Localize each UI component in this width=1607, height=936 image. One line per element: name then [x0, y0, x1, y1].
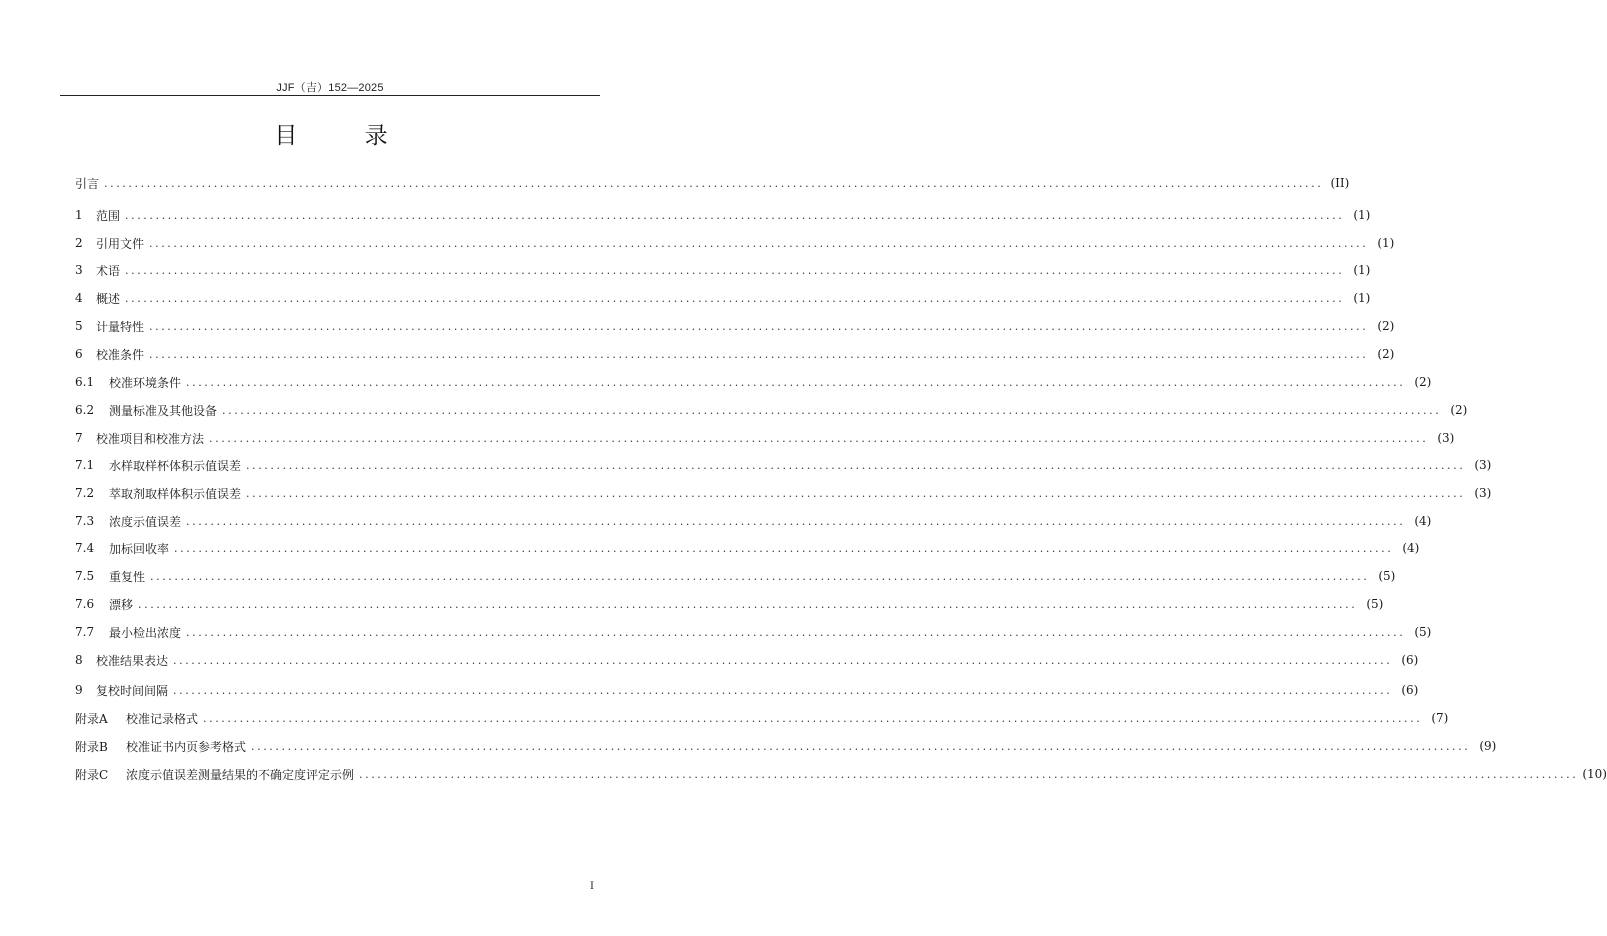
toc-entry[interactable] [75, 288, 1371, 308]
toc-entry-page: (5) [1366, 597, 1384, 611]
toc-entry-number: 7.5 [75, 569, 95, 583]
toc-dot-leader: ........................................................................................................................................................................................................ [359, 767, 1579, 781]
toc-entry-label: 术语 [96, 263, 121, 278]
toc-dot-leader: ........................................................................................................................................................................................................ [104, 176, 1324, 190]
toc-entry-number: 7.1 [75, 458, 95, 472]
toc-entry-label: 校准项目和校准方法 [96, 431, 205, 446]
toc-entry-page: (4) [1414, 514, 1432, 528]
toc-dot-leader: ........................................................................................................................................................................................................ [174, 541, 1394, 555]
toc-entry-label: 校准条件 [96, 347, 145, 362]
toc-entry[interactable] [75, 260, 1371, 280]
toc-entry-page: (6) [1401, 683, 1419, 697]
toc-entry-number: 1 [75, 208, 83, 222]
standard-code-header: JJF（吉）152—2025 [276, 82, 384, 94]
toc-entry[interactable] [75, 400, 1468, 420]
toc-dot-leader: ........................................................................................................................................................................................................ [222, 403, 1442, 417]
toc-entry[interactable] [75, 483, 1492, 503]
toc-entry[interactable] [75, 316, 1395, 336]
toc-entry-page: (2) [1414, 375, 1432, 389]
toc-entry[interactable] [75, 650, 1419, 670]
toc-entry-page: (5) [1378, 569, 1396, 583]
toc-dot-leader: ........................................................................................................................................................................................................ [173, 653, 1393, 667]
toc-entry-number: 7 [75, 431, 83, 445]
toc-entry-number: 7.7 [75, 625, 95, 639]
toc-entry-label: 范围 [96, 208, 121, 223]
toc-entry-label: 重复性 [109, 569, 146, 584]
toc-dot-leader: ........................................................................................................................................................................................................ [186, 625, 1406, 639]
toc-dot-leader: ........................................................................................................................................................................................................ [246, 458, 1466, 472]
toc-entry-page: (1) [1353, 291, 1371, 305]
toc-entry-number: 7.4 [75, 541, 95, 555]
header-rule [60, 95, 600, 96]
toc-entry-label: 最小检出浓度 [109, 625, 182, 640]
toc-entry-number: 6 [75, 347, 83, 361]
toc-entry-number: 附录A [75, 711, 108, 726]
toc-entry[interactable] [75, 205, 1371, 225]
toc-entry-page: (3) [1474, 458, 1492, 472]
toc-dot-leader: ........................................................................................................................................................................................................ [186, 514, 1406, 528]
toc-entry-page: (2) [1377, 319, 1395, 333]
toc-entry-page: (6) [1401, 653, 1419, 667]
toc-entry-label: 测量标准及其他设备 [109, 403, 218, 418]
toc-entry[interactable] [75, 764, 1607, 784]
toc-entry[interactable] [75, 233, 1395, 253]
toc-dot-leader: ........................................................................................................................................................................................................ [149, 236, 1369, 250]
toc-entry-label: 校准记录格式 [126, 711, 199, 726]
toc-entry[interactable] [75, 680, 1419, 700]
toc-entry-page: (1) [1353, 208, 1371, 222]
toc-entry-page: (3) [1437, 431, 1455, 445]
toc-dot-leader: ........................................................................................................................................................................................................ [150, 569, 1370, 583]
toc-entry[interactable] [75, 455, 1492, 475]
toc-entry-label: 浓度示值误差 [109, 514, 182, 529]
toc-dot-leader: ........................................................................................................................................................................................................ [173, 683, 1393, 697]
toc-dot-leader: ........................................................................................................................................................................................................ [125, 291, 1345, 305]
toc-entry-number: 7.2 [75, 486, 95, 500]
toc-entry-label: 概述 [96, 291, 121, 306]
toc-entry-label: 校准环境条件 [109, 375, 182, 390]
toc-entry-page: (10) [1582, 767, 1607, 781]
toc-entry-label: 计量特性 [96, 319, 145, 334]
toc-entry[interactable] [75, 428, 1455, 448]
toc-entry-page: (2) [1450, 403, 1468, 417]
toc-entry-label: 校准证书内页参考格式 [126, 739, 247, 754]
toc-entry-number: 5 [75, 319, 83, 333]
toc-entry-number: 7.3 [75, 514, 95, 528]
toc-entry-number: 3 [75, 263, 83, 277]
toc-entry-label: 校准结果表达 [96, 653, 169, 668]
toc-entry-number: 6.1 [75, 375, 95, 389]
toc-entry[interactable] [75, 538, 1420, 558]
toc-entry-number: 附录B [75, 739, 108, 754]
toc-entry-label: 引用文件 [96, 236, 145, 251]
toc-entry-label: 浓度示值误差测量结果的不确定度评定示例 [126, 767, 355, 782]
toc-entry-label: 水样取样杯体积示值误差 [109, 458, 242, 473]
toc-entry-page: (1) [1353, 263, 1371, 277]
toc-entry-number: 6.2 [75, 403, 95, 417]
toc-entry-number: 9 [75, 683, 83, 697]
toc-dot-leader: ........................................................................................................................................................................................................ [138, 597, 1358, 611]
toc-entry[interactable] [75, 594, 1384, 614]
toc-entry[interactable] [75, 344, 1395, 364]
toc-dot-leader: ........................................................................................................................................................................................................ [251, 739, 1471, 753]
toc-entry-label: 复校时间间隔 [96, 683, 169, 698]
page-number: I [590, 881, 594, 892]
toc-entry[interactable] [75, 708, 1449, 728]
toc-entry-number: 附录C [75, 767, 109, 782]
toc-dot-leader: ........................................................................................................................................................................................................ [125, 208, 1345, 222]
toc-entry[interactable] [75, 173, 1350, 193]
toc-entry[interactable] [75, 511, 1432, 531]
toc-entry-page: (4) [1402, 541, 1420, 555]
toc-entry[interactable] [75, 622, 1432, 642]
toc-entry-label: 萃取剂取样体积示值误差 [109, 486, 242, 501]
toc-entry-label: 加标回收率 [109, 541, 170, 556]
toc-entry[interactable] [75, 566, 1396, 586]
toc-dot-leader: ........................................................................................................................................................................................................ [149, 347, 1369, 361]
toc-entry[interactable] [75, 736, 1497, 756]
toc-entry-page: (1) [1377, 236, 1395, 250]
toc-dot-leader: ........................................................................................................................................................................................................ [203, 711, 1423, 725]
page-title: 目 录 [274, 123, 418, 149]
toc-entry-number: 4 [75, 291, 83, 305]
toc-entry-page: (9) [1479, 739, 1497, 753]
toc-entry-page: (II) [1330, 176, 1350, 190]
toc-dot-leader: ........................................................................................................................................................................................................ [149, 319, 1369, 333]
toc-entry-number: 8 [75, 653, 83, 667]
toc-entry-label: 引言 [75, 176, 100, 191]
toc-entry-page: (2) [1377, 347, 1395, 361]
toc-entry-page: (5) [1414, 625, 1432, 639]
toc-entry[interactable] [75, 372, 1432, 392]
toc-entry-number: 7.6 [75, 597, 95, 611]
toc-entry-label: 漂移 [109, 597, 134, 612]
toc-dot-leader: ........................................................................................................................................................................................................ [125, 263, 1345, 277]
toc-dot-leader: ........................................................................................................................................................................................................ [186, 375, 1406, 389]
toc-dot-leader: ........................................................................................................................................................................................................ [246, 486, 1466, 500]
toc-dot-leader: ........................................................................................................................................................................................................ [209, 431, 1429, 445]
toc-entry-page: (3) [1474, 486, 1492, 500]
toc-entry-page: (7) [1431, 711, 1449, 725]
toc-entry-number: 2 [75, 236, 83, 250]
